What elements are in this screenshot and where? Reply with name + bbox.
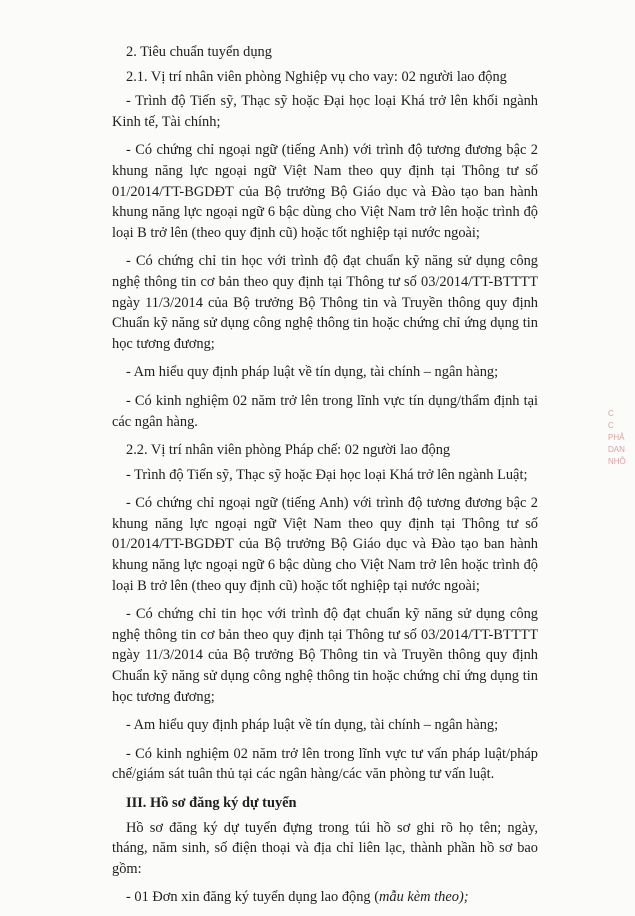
position-1-item: - Am hiểu quy định pháp luật về tín dụng, tài chính – ngân hàng;: [126, 364, 499, 381]
position-2-item: - Có kinh nghiệm 02 năm trở lên trong lĩnh vực tư vấn pháp luật/pháp chế/giám sát tuân thủ tại các ngân hàng/các văn phòng tư vấn luật.: [112, 745, 538, 783]
stamp-line: DAN: [608, 445, 625, 454]
red-stamp-fragment: [608, 408, 635, 528]
position-1-item: - Có chứng chỉ ngoại ngữ (tiếng Anh) với trình độ tương đương bậc 2 khung năng lực ngoại ngữ Việt Nam theo quy định tại Thông tư số 01/2014/TT-BGDĐT của Bộ trưởng Bộ Giáo dục và Đào tạo ban hành khung năng lực ngoại ngữ 6 bậc dùng cho Việt Nam trở lên hoặc trình độ loại B trở lên (theo quy định cũ) hoặc tốt nghiệp tại nước ngoài;: [112, 142, 538, 241]
position-2-item: - Am hiểu quy định pháp luật về tín dụng, tài chính – ngân hàng;: [126, 717, 499, 734]
section-2-title: 2. Tiêu chuẩn tuyển dụng: [126, 44, 272, 60]
position-1-item: - Trình độ Tiến sỹ, Thạc sỹ hoặc Đại học loại Khá trở lên khối ngành Kinh tế, Tài chính;: [112, 93, 538, 130]
section-3-item-text: - 01 Đơn xin đăng ký tuyển dụng lao động (: [126, 889, 380, 906]
stamp-line: NHÕ: [608, 457, 626, 466]
stamp-line: C: [608, 421, 614, 430]
section-3-intro: Hồ sơ đăng ký dự tuyển đựng trong túi hồ sơ ghi rõ họ tên; ngày, tháng, năm sinh, số điện thoại và địa chỉ liên lạc, thành phần hồ sơ bao gồm:: [112, 819, 538, 877]
position-1-item: - Có kinh nghiệm 02 năm trở lên trong lĩnh vực tín dụng/thẩm định tại các ngân hàng.: [112, 392, 538, 430]
section-3-item: [112, 887, 538, 908]
position-2-item: - Có chứng chỉ ngoại ngữ (tiếng Anh) với trình độ tương đương bậc 2 khung năng lực ngoại ngữ Việt Nam theo quy định tại Thông tư số 01/2014/TT-BGDĐT của Bộ trưởng Bộ Giáo dục và Đào tạo ban hành khung năng lực ngoại ngữ 6 bậc dùng cho Việt Nam trở lên hoặc trình độ loại B trở lên (theo quy định cũ) hoặc tốt nghiệp tại nước ngoài;: [112, 495, 538, 594]
position-1-title: 2.1. Vị trí nhân viên phòng Nghiệp vụ cho vay: 02 người lao động: [126, 68, 507, 85]
stamp-line: PHẢ: [608, 433, 625, 442]
position-2-item: - Trình độ Tiến sỹ, Thạc sỹ hoặc Đại học loại Khá trở lên ngành Luật;: [126, 466, 528, 483]
section-3-item-italic: mẫu kèm theo);: [379, 889, 469, 906]
position-1-item: - Có chứng chỉ tin học với trình độ đạt chuẩn kỹ năng sử dụng công nghệ thông tin cơ bản theo quy định tại Thông tư số 03/2014/TT-BTTTT ngày 11/3/2014 của Bộ trưởng Bộ Thông tin và Truyền thông quy định Chuẩn kỹ năng sử dụng công nghệ thông tin hoặc chứng chỉ ứng dụng tin học tương đương;: [112, 253, 538, 352]
position-2-item: - Có chứng chỉ tin học với trình độ đạt chuẩn kỹ năng sử dụng công nghệ thông tin cơ bản theo quy định tại Thông tư số 03/2014/TT-BTTTT ngày 11/3/2014 của Bộ trưởng Bộ Thông tin và Truyền thông quy định Chuẩn kỹ năng sử dụng công nghệ thông tin hoặc chứng chỉ ứng dụng tin học tương đương;: [112, 606, 538, 705]
position-2-title: 2.2. Vị trí nhân viên phòng Pháp chế: 02 người lao động: [126, 442, 451, 459]
section-3-title: III. Hồ sơ đăng ký dự tuyển: [126, 795, 297, 811]
stamp-line: C: [608, 409, 614, 418]
document-body: [112, 42, 538, 916]
